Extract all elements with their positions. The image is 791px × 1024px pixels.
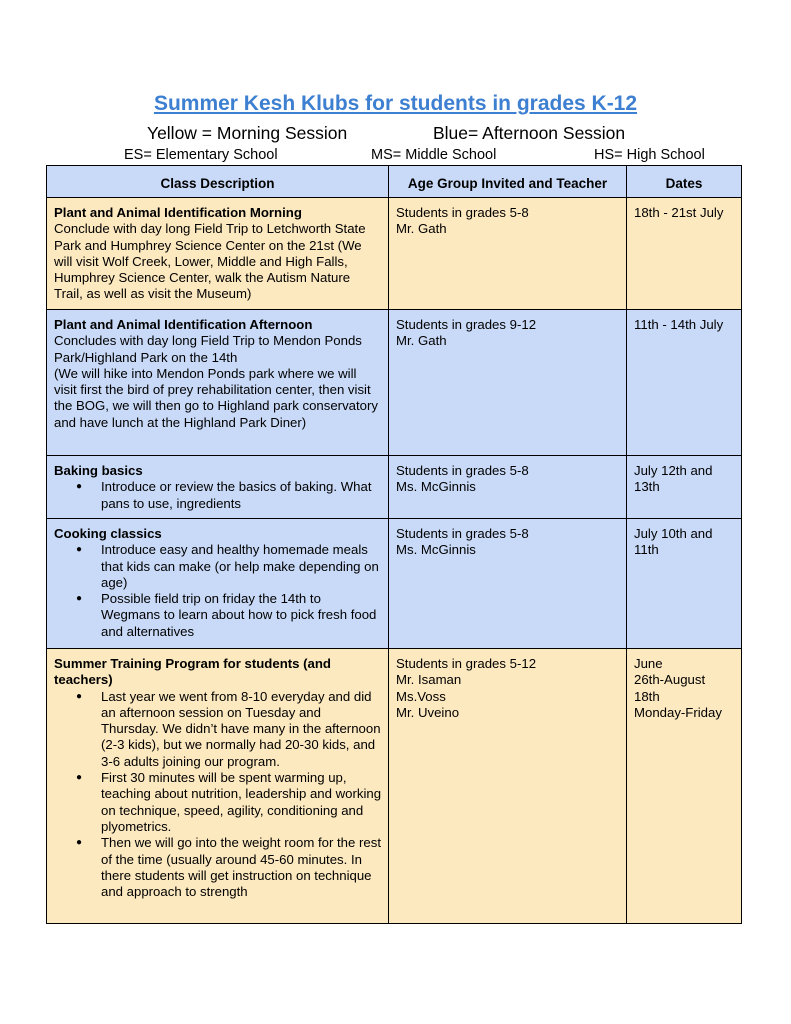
list-item: ● Possible field trip on friday the 14th to Wegmans to learn about how to pick fresh food and alternatives (101, 591, 382, 640)
class-title: Baking basics (54, 463, 143, 478)
class-text: Conclude with day long Field Trip to Letchworth State Park and Humphrey Science Center on the 21st (We will visit Wolf Creek, Lower, Middle and High Falls, Humphrey Science Center, walk the Autism Nature Trail, as well as visit the Museum) (54, 221, 366, 302)
bullet-list (54, 479, 382, 512)
teacher: Mr. Gath (396, 333, 447, 349)
header-age-group: Age Group Invited and Teacher (389, 166, 627, 198)
dates: July 10th and 11th (634, 526, 713, 558)
teacher: Mr. Gath (396, 221, 447, 237)
dates: 11th - 14th July (634, 317, 724, 332)
table-row (47, 519, 742, 649)
klubs-table (46, 165, 742, 924)
teacher: Ms.Voss (396, 688, 446, 704)
age-group: Students in grades 5-12 (396, 656, 537, 671)
morning-legend: Yellow = Morning Session (147, 123, 348, 143)
table-row (47, 649, 742, 924)
es-legend: ES= Elementary School (124, 147, 278, 163)
class-description-cell (47, 519, 389, 649)
class-description-cell (47, 198, 389, 310)
dates-cell (627, 649, 742, 924)
dates-cell (627, 310, 742, 456)
table-row (47, 198, 742, 310)
dates-line: 18th (634, 688, 660, 704)
dates-line: Monday-Friday (634, 704, 722, 720)
dates-cell (627, 456, 742, 519)
age-group: Students in grades 9-12 (396, 317, 537, 332)
header-dates: Dates (627, 166, 742, 198)
class-text-details: (We will hike into Mendon Ponds park where we will visit first the bird of prey rehabilitation center, then visit the BOG, we will then go to Highland park conservatory and have lunch at the Highland Park Diner) (54, 365, 378, 430)
dates-cell (627, 198, 742, 310)
age-group: Students in grades 5-8 (396, 463, 529, 478)
list-item: ● Then we will go into the weight room for the rest of the time (usually around 45-60 minutes. In there students will get instruction on technique and approach to strength (101, 835, 382, 900)
age-group-cell (389, 456, 627, 519)
afternoon-legend: Blue= Afternoon Session (433, 123, 626, 143)
list-item: ● First 30 minutes will be spent warming up, teaching about nutrition, leadership and working on technique, speed, agility, conditioning and plyometrics. (101, 770, 382, 835)
teacher: Ms. McGinnis (396, 479, 476, 495)
class-text: Concludes with day long Field Trip to Mendon Ponds Park/Highland Park on the 14th (54, 333, 362, 365)
bullet-list (54, 689, 382, 901)
ms-legend: MS= Middle School (371, 147, 497, 163)
age-group-cell (389, 649, 627, 924)
dates-cell (627, 519, 742, 649)
class-description-cell (47, 649, 389, 924)
age-group-cell (389, 519, 627, 649)
dates-line: June (634, 656, 663, 671)
table-row (47, 310, 742, 456)
dates: 18th - 21st July (634, 205, 724, 220)
age-group: Students in grades 5-8 (396, 205, 529, 220)
teacher: Mr. Uveino (396, 704, 460, 720)
header-class-description: Class Description (47, 166, 389, 198)
hs-legend: HS= High School (594, 147, 705, 163)
bullet-list (54, 542, 382, 640)
class-description-cell (47, 310, 389, 456)
class-title: Plant and Animal Identification Afternoon (54, 317, 313, 332)
list-item: ● Introduce or review the basics of baking. What pans to use, ingredients (101, 479, 382, 512)
page-title: Summer Kesh Klubs for students in grades K-12 (153, 92, 638, 115)
class-title: Summer Training Program for students (and teachers) (54, 656, 331, 688)
table-row (47, 456, 742, 519)
table-header-row (47, 166, 742, 198)
list-item: ● Last year we went from 8-10 everyday and did an afternoon session on Tuesday and Thursday. We didn’t have many in the afternoon (2-3 kids), but we normally had 20-30 kids, and 3-6 adults joining our program. (101, 689, 382, 770)
teacher: Ms. McGinnis (396, 542, 476, 558)
age-group: Students in grades 5-8 (396, 526, 529, 541)
teacher: Mr. Isaman (396, 672, 462, 688)
class-description-cell (47, 456, 389, 519)
age-group-cell (389, 198, 627, 310)
dates-line: 26th-August (634, 672, 706, 688)
dates: July 12th and 13th (634, 463, 713, 495)
class-title: Plant and Animal Identification Morning (54, 205, 302, 220)
list-item: ● Introduce easy and healthy homemade meals that kids can make (or help make depending on age) (101, 542, 382, 591)
class-title: Cooking classics (54, 526, 162, 541)
age-group-cell (389, 310, 627, 456)
